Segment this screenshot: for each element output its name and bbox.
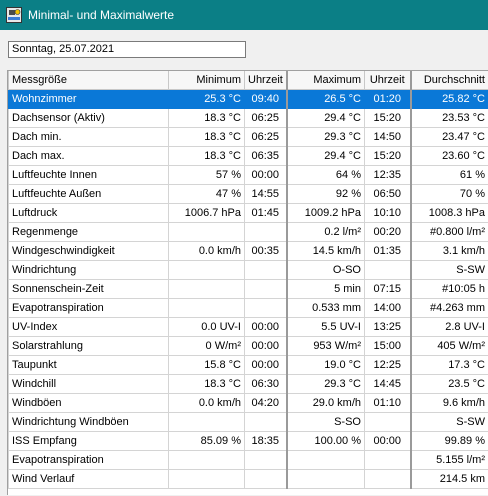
- cell-label: ISS Empfang: [9, 432, 169, 451]
- cell-minimum: 18.3 °C: [169, 128, 245, 147]
- cell-maximum: 5 min: [287, 280, 365, 299]
- cell-label: Windgeschwindigkeit: [9, 242, 169, 261]
- cell-minimum: 0.0 UV-I: [169, 318, 245, 337]
- cell-min-time: [245, 223, 287, 242]
- cell-min-time: 00:35: [245, 242, 287, 261]
- table-row[interactable]: [9, 147, 488, 166]
- cell-minimum: 0.0 km/h: [169, 242, 245, 261]
- cell-average: 405 W/m²: [411, 337, 488, 356]
- cell-label: Wohnzimmer: [9, 90, 169, 109]
- cell-label: Windrichtung: [9, 261, 169, 280]
- cell-min-time: 09:40: [245, 90, 287, 109]
- table-row[interactable]: [9, 299, 488, 318]
- cell-average: 23.5 °C: [411, 375, 488, 394]
- cell-maximum: 100.00 %: [287, 432, 365, 451]
- cell-label: Sonnenschein-Zeit: [9, 280, 169, 299]
- cell-label: Luftdruck: [9, 204, 169, 223]
- cell-average: 23.60 °C: [411, 147, 488, 166]
- cell-minimum: 85.09 %: [169, 432, 245, 451]
- column-header-maximum[interactable]: Maximum: [287, 71, 365, 90]
- table-row[interactable]: [9, 394, 488, 413]
- weather-station-icon: [6, 7, 22, 23]
- column-header-average[interactable]: Durchschnitt: [411, 71, 488, 90]
- cell-maximum: 29.4 °C: [287, 147, 365, 166]
- cell-maximum: 14.5 km/h: [287, 242, 365, 261]
- table-row[interactable]: [9, 432, 488, 451]
- cell-maximum: 1009.2 hPa: [287, 204, 365, 223]
- cell-maximum: 29.4 °C: [287, 109, 365, 128]
- cell-average: 1008.3 hPa: [411, 204, 488, 223]
- cell-maximum: [287, 470, 365, 489]
- cell-max-time: 12:35: [365, 166, 411, 185]
- table-row[interactable]: [9, 451, 488, 470]
- cell-min-time: 00:00: [245, 166, 287, 185]
- cell-minimum: 18.3 °C: [169, 375, 245, 394]
- table-row[interactable]: [9, 109, 488, 128]
- cell-min-time: [245, 451, 287, 470]
- cell-min-time: 00:00: [245, 356, 287, 375]
- cell-min-time: 01:45: [245, 204, 287, 223]
- cell-max-time: 00:20: [365, 223, 411, 242]
- column-header-minimum[interactable]: Minimum: [169, 71, 245, 90]
- cell-min-time: 18:35: [245, 432, 287, 451]
- cell-max-time: 15:20: [365, 147, 411, 166]
- cell-average: 25.82 °C: [411, 90, 488, 109]
- cell-maximum: 64 %: [287, 166, 365, 185]
- cell-min-time: [245, 261, 287, 280]
- cell-label: Windchill: [9, 375, 169, 394]
- cell-label: Dachsensor (Aktiv): [9, 109, 169, 128]
- table-row[interactable]: [9, 280, 488, 299]
- cell-max-time: 01:35: [365, 242, 411, 261]
- cell-maximum: S-SO: [287, 413, 365, 432]
- cell-max-time: 01:20: [365, 90, 411, 109]
- cell-max-time: [365, 470, 411, 489]
- cell-maximum: 29.0 km/h: [287, 394, 365, 413]
- cell-min-time: [245, 470, 287, 489]
- cell-maximum: 953 W/m²: [287, 337, 365, 356]
- cell-label: Evapotranspiration: [9, 451, 169, 470]
- cell-maximum: 29.3 °C: [287, 128, 365, 147]
- table-row[interactable]: [9, 261, 488, 280]
- cell-average: 5.155 l/m²: [411, 451, 488, 470]
- cell-minimum: 47 %: [169, 185, 245, 204]
- cell-label: Regenmenge: [9, 223, 169, 242]
- cell-minimum: [169, 223, 245, 242]
- cell-min-time: 04:20: [245, 394, 287, 413]
- cell-average: 9.6 km/h: [411, 394, 488, 413]
- column-header-min-time[interactable]: Uhrzeit: [245, 71, 287, 90]
- table-row[interactable]: [9, 242, 488, 261]
- table-row[interactable]: [9, 166, 488, 185]
- cell-maximum: 92 %: [287, 185, 365, 204]
- cell-min-time: 00:00: [245, 318, 287, 337]
- cell-minimum: 57 %: [169, 166, 245, 185]
- cell-average: 23.53 °C: [411, 109, 488, 128]
- cell-average: 61 %: [411, 166, 488, 185]
- cell-max-time: 14:50: [365, 128, 411, 147]
- cell-min-time: 06:30: [245, 375, 287, 394]
- cell-min-time: [245, 280, 287, 299]
- cell-max-time: 15:20: [365, 109, 411, 128]
- cell-minimum: [169, 451, 245, 470]
- cell-average: S-SW: [411, 413, 488, 432]
- cell-max-time: 10:10: [365, 204, 411, 223]
- cell-maximum: O-SO: [287, 261, 365, 280]
- values-table[interactable]: [7, 70, 488, 495]
- cell-label: Luftfeuchte Innen: [9, 166, 169, 185]
- table-row[interactable]: [9, 128, 488, 147]
- cell-label: Evapotranspiration: [9, 299, 169, 318]
- table-row[interactable]: [9, 185, 488, 204]
- cell-maximum: [287, 451, 365, 470]
- cell-maximum: 26.5 °C: [287, 90, 365, 109]
- cell-max-time: [365, 413, 411, 432]
- cell-minimum: [169, 299, 245, 318]
- cell-maximum: 0.2 l/m²: [287, 223, 365, 242]
- cell-maximum: 5.5 UV-I: [287, 318, 365, 337]
- table-row[interactable]: [9, 470, 488, 489]
- cell-min-time: 06:25: [245, 109, 287, 128]
- cell-average: 99.89 %: [411, 432, 488, 451]
- table-row[interactable]: [9, 413, 488, 432]
- cell-minimum: [169, 261, 245, 280]
- cell-label: Windrichtung Windböen: [9, 413, 169, 432]
- cell-label: Solarstrahlung: [9, 337, 169, 356]
- cell-min-time: 06:25: [245, 128, 287, 147]
- cell-average: 17.3 °C: [411, 356, 488, 375]
- cell-average: #0.800 l/m²: [411, 223, 488, 242]
- cell-label: Luftfeuchte Außen: [9, 185, 169, 204]
- date-field[interactable]: Sonntag, 25.07.2021: [8, 41, 246, 58]
- cell-average: S-SW: [411, 261, 488, 280]
- cell-minimum: [169, 470, 245, 489]
- cell-max-time: 14:00: [365, 299, 411, 318]
- cell-max-time: 01:10: [365, 394, 411, 413]
- cell-minimum: 1006.7 hPa: [169, 204, 245, 223]
- cell-label: UV-Index: [9, 318, 169, 337]
- cell-minimum: [169, 413, 245, 432]
- cell-minimum: 0 W/m²: [169, 337, 245, 356]
- cell-minimum: 18.3 °C: [169, 147, 245, 166]
- cell-max-time: 06:50: [365, 185, 411, 204]
- cell-maximum: 0.533 mm: [287, 299, 365, 318]
- cell-max-time: 13:25: [365, 318, 411, 337]
- cell-max-time: [365, 451, 411, 470]
- cell-maximum: 29.3 °C: [287, 375, 365, 394]
- cell-max-time: 00:00: [365, 432, 411, 451]
- cell-label: Wind Verlauf: [9, 470, 169, 489]
- cell-label: Dach max.: [9, 147, 169, 166]
- cell-average: 23.47 °C: [411, 128, 488, 147]
- cell-min-time: 06:35: [245, 147, 287, 166]
- cell-minimum: 18.3 °C: [169, 109, 245, 128]
- cell-label: Dach min.: [9, 128, 169, 147]
- table-row[interactable]: [9, 90, 488, 109]
- cell-minimum: 15.8 °C: [169, 356, 245, 375]
- cell-average: #4.263 mm: [411, 299, 488, 318]
- cell-average: 3.1 km/h: [411, 242, 488, 261]
- table-row[interactable]: [9, 356, 488, 375]
- column-header-label[interactable]: Messgröße: [9, 71, 169, 90]
- cell-minimum: 25.3 °C: [169, 90, 245, 109]
- cell-label: Taupunkt: [9, 356, 169, 375]
- cell-label: Windböen: [9, 394, 169, 413]
- table-row[interactable]: [9, 223, 488, 242]
- window-title: Minimal- und Maximalwerte: [28, 8, 175, 22]
- cell-minimum: [169, 280, 245, 299]
- cell-maximum: 19.0 °C: [287, 356, 365, 375]
- cell-max-time: [365, 261, 411, 280]
- title-bar[interactable]: [0, 0, 488, 30]
- cell-min-time: [245, 413, 287, 432]
- cell-max-time: 07:15: [365, 280, 411, 299]
- table-header-row: [9, 71, 488, 90]
- cell-average: 70 %: [411, 185, 488, 204]
- table-row[interactable]: [9, 337, 488, 356]
- cell-min-time: 00:00: [245, 337, 287, 356]
- table-row[interactable]: [9, 318, 488, 337]
- cell-average: 2.8 UV-I: [411, 318, 488, 337]
- cell-average: #10:05 h: [411, 280, 488, 299]
- cell-min-time: 14:55: [245, 185, 287, 204]
- cell-minimum: 0.0 km/h: [169, 394, 245, 413]
- column-header-max-time[interactable]: Uhrzeit: [365, 71, 411, 90]
- cell-average: 214.5 km: [411, 470, 488, 489]
- cell-max-time: 15:00: [365, 337, 411, 356]
- cell-max-time: 14:45: [365, 375, 411, 394]
- cell-min-time: [245, 299, 287, 318]
- table-row[interactable]: [9, 375, 488, 394]
- table-row[interactable]: [9, 204, 488, 223]
- cell-max-time: 12:25: [365, 356, 411, 375]
